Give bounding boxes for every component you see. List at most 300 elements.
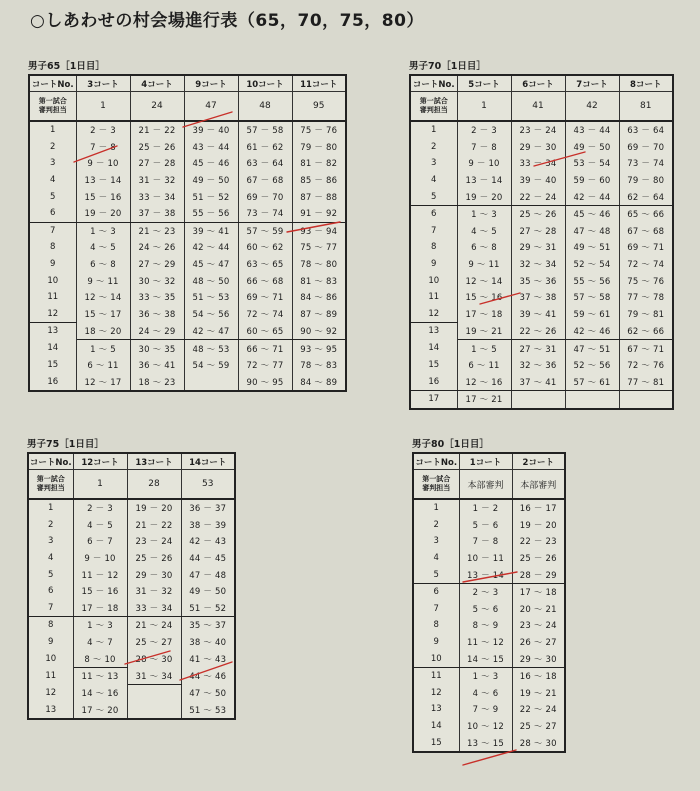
table-row bbox=[413, 617, 565, 634]
table-row bbox=[410, 357, 673, 374]
match-number: 11 bbox=[29, 289, 76, 306]
match-pairing: 69 ～ 71 bbox=[619, 239, 673, 256]
table-row bbox=[29, 205, 346, 222]
court-header: 2コート bbox=[512, 453, 565, 470]
match-pairing: 24 ～ 26 bbox=[130, 239, 184, 256]
match-pairing: 39 ～ 41 bbox=[184, 222, 238, 239]
first-match-referee: 24 bbox=[130, 92, 184, 122]
table-row bbox=[410, 340, 673, 357]
table-row bbox=[28, 650, 235, 667]
match-number: 10 bbox=[413, 650, 459, 667]
match-pairing: 53 － 54 bbox=[565, 155, 619, 172]
match-pairing: 45 － 46 bbox=[184, 155, 238, 172]
match-pairing bbox=[619, 391, 673, 409]
match-pairing: 22 ～ 26 bbox=[511, 323, 565, 340]
match-pairing bbox=[565, 391, 619, 409]
match-pairing: 13 ～ 15 bbox=[459, 734, 512, 752]
courtno-header: コートNo. bbox=[29, 75, 76, 92]
first-match-referee: 1 bbox=[76, 92, 130, 122]
match-pairing: 1 ～ 3 bbox=[76, 222, 130, 239]
table-row bbox=[410, 289, 673, 306]
match-pairing: 7 － 8 bbox=[457, 139, 511, 156]
table-row bbox=[28, 685, 235, 702]
match-number: 6 bbox=[29, 205, 76, 222]
match-pairing: 65 ～ 66 bbox=[619, 205, 673, 222]
match-pairing: 37 ～ 41 bbox=[511, 373, 565, 390]
table-row bbox=[410, 223, 673, 240]
table-row bbox=[413, 550, 565, 567]
table-row bbox=[410, 155, 673, 172]
table-row bbox=[410, 239, 673, 256]
schedule-men80 bbox=[412, 436, 566, 753]
match-pairing: 36 － 37 bbox=[181, 499, 235, 517]
table-row bbox=[410, 121, 673, 139]
match-pairing: 33 － 34 bbox=[511, 155, 565, 172]
match-pairing: 73 － 74 bbox=[238, 205, 292, 222]
match-pairing: 25 － 26 bbox=[130, 139, 184, 156]
match-number: 1 bbox=[28, 499, 73, 517]
match-number: 10 bbox=[28, 650, 73, 667]
match-pairing: 90 ～ 95 bbox=[238, 373, 292, 391]
section-label: 男子75［1日目］ bbox=[27, 439, 104, 450]
match-number: 3 bbox=[413, 533, 459, 550]
match-pairing: 7 － 8 bbox=[76, 139, 130, 156]
table-row bbox=[410, 205, 673, 222]
match-pairing: 60 ～ 65 bbox=[238, 323, 292, 340]
first-match-label: 第一試合 審判担当 bbox=[28, 470, 73, 500]
match-pairing: 17 ～ 18 bbox=[512, 583, 565, 600]
table-row bbox=[29, 256, 346, 273]
match-pairing: 19 － 20 bbox=[512, 517, 565, 534]
court-header: 14コート bbox=[181, 453, 235, 470]
table-row bbox=[28, 634, 235, 651]
match-number: 8 bbox=[410, 239, 457, 256]
match-pairing: 69 ～ 71 bbox=[238, 289, 292, 306]
match-number: 13 bbox=[413, 701, 459, 718]
match-number: 5 bbox=[28, 566, 73, 583]
match-pairing: 85 － 86 bbox=[292, 172, 346, 189]
match-number: 12 bbox=[410, 306, 457, 323]
match-pairing bbox=[184, 373, 238, 391]
match-pairing: 42 － 44 bbox=[565, 188, 619, 205]
table-row bbox=[413, 667, 565, 684]
match-pairing: 72 ～ 76 bbox=[619, 357, 673, 374]
match-pairing: 22 － 23 bbox=[512, 533, 565, 550]
first-match-referee: 47 bbox=[184, 92, 238, 122]
match-pairing: 35 ～ 36 bbox=[511, 272, 565, 289]
match-pairing: 25 ～ 27 bbox=[127, 634, 181, 651]
match-pairing: 15 ～ 16 bbox=[457, 289, 511, 306]
match-pairing: 19 － 20 bbox=[457, 188, 511, 205]
match-pairing: 51 － 52 bbox=[181, 600, 235, 617]
match-pairing: 1 ～ 5 bbox=[457, 340, 511, 357]
match-number: 2 bbox=[410, 139, 457, 156]
match-number: 11 bbox=[413, 667, 459, 684]
table-row bbox=[413, 650, 565, 667]
court-header: 11コート bbox=[292, 75, 346, 92]
match-pairing: 4 ～ 5 bbox=[76, 239, 130, 256]
match-pairing: 33 － 34 bbox=[127, 600, 181, 617]
courtno-header: コートNo. bbox=[410, 75, 457, 92]
match-pairing: 22 － 24 bbox=[511, 188, 565, 205]
match-number: 1 bbox=[29, 121, 76, 139]
match-pairing: 15 － 16 bbox=[73, 583, 127, 600]
table-row bbox=[413, 583, 565, 600]
first-match-referee: 本部審判 bbox=[459, 470, 512, 500]
match-pairing: 47 ～ 50 bbox=[181, 685, 235, 702]
match-pairing: 87 ～ 89 bbox=[292, 306, 346, 323]
match-pairing: 8 ～ 9 bbox=[459, 617, 512, 634]
match-number: 8 bbox=[29, 239, 76, 256]
section-label: 男子70［1日目］ bbox=[409, 61, 486, 72]
match-pairing: 17 ～ 20 bbox=[73, 702, 127, 720]
match-number: 8 bbox=[413, 617, 459, 634]
match-pairing: 33 ～ 35 bbox=[130, 289, 184, 306]
courtno-header: コートNo. bbox=[28, 453, 73, 470]
match-number: 11 bbox=[28, 667, 73, 684]
first-match-referee: 95 bbox=[292, 92, 346, 122]
match-number: 7 bbox=[28, 600, 73, 617]
table-row bbox=[29, 155, 346, 172]
schedule-men75 bbox=[27, 436, 236, 720]
match-pairing: 48 ～ 50 bbox=[184, 272, 238, 289]
match-pairing: 79 ～ 81 bbox=[619, 306, 673, 323]
table-row bbox=[413, 701, 565, 718]
table-row bbox=[28, 517, 235, 534]
match-pairing: 42 － 43 bbox=[181, 533, 235, 550]
table-row bbox=[29, 323, 346, 340]
table-row bbox=[410, 373, 673, 390]
match-pairing: 36 ～ 38 bbox=[130, 306, 184, 323]
match-pairing: 19 － 20 bbox=[76, 205, 130, 222]
match-pairing: 67 ～ 68 bbox=[619, 223, 673, 240]
match-pairing: 12 ～ 14 bbox=[457, 272, 511, 289]
match-pairing: 13 － 14 bbox=[457, 172, 511, 189]
table-row bbox=[413, 634, 565, 651]
match-pairing: 91 － 92 bbox=[292, 205, 346, 222]
match-pairing: 19 ～ 21 bbox=[457, 323, 511, 340]
table-row bbox=[29, 188, 346, 205]
match-number: 3 bbox=[29, 155, 76, 172]
match-pairing: 37 － 38 bbox=[130, 205, 184, 222]
match-pairing: 59 － 60 bbox=[565, 172, 619, 189]
table-row bbox=[29, 121, 346, 139]
table-row bbox=[28, 566, 235, 583]
match-pairing: 23 ～ 24 bbox=[512, 617, 565, 634]
first-match-referee: 42 bbox=[565, 92, 619, 122]
match-pairing: 38 ～ 40 bbox=[181, 634, 235, 651]
match-pairing: 24 ～ 29 bbox=[130, 323, 184, 340]
match-pairing: 9 ～ 11 bbox=[457, 256, 511, 273]
match-pairing: 22 ～ 24 bbox=[512, 701, 565, 718]
match-number: 1 bbox=[413, 499, 459, 517]
match-pairing: 77 ～ 81 bbox=[619, 373, 673, 390]
table-row bbox=[413, 601, 565, 618]
table-row bbox=[413, 517, 565, 534]
table-row bbox=[410, 188, 673, 205]
match-number: 7 bbox=[29, 222, 76, 239]
match-pairing: 7 － 8 bbox=[459, 533, 512, 550]
match-pairing: 6 － 7 bbox=[73, 533, 127, 550]
match-pairing: 49 － 50 bbox=[184, 172, 238, 189]
match-pairing: 8 ～ 10 bbox=[73, 650, 127, 667]
table-row bbox=[410, 391, 673, 409]
court-header: 12コート bbox=[73, 453, 127, 470]
match-pairing: 49 － 50 bbox=[181, 583, 235, 600]
match-pairing: 75 ～ 76 bbox=[619, 272, 673, 289]
match-pairing: 55 － 56 bbox=[184, 205, 238, 222]
match-pairing: 57 ～ 61 bbox=[565, 373, 619, 390]
table-row bbox=[413, 499, 565, 517]
match-pairing: 39 － 40 bbox=[511, 172, 565, 189]
match-pairing: 13 － 14 bbox=[76, 172, 130, 189]
match-pairing: 14 ～ 15 bbox=[459, 650, 512, 667]
match-pairing: 7 ～ 9 bbox=[459, 701, 512, 718]
match-pairing: 25 ～ 26 bbox=[511, 205, 565, 222]
match-pairing: 73 － 74 bbox=[619, 155, 673, 172]
match-pairing bbox=[511, 391, 565, 409]
first-match-referee: 1 bbox=[73, 470, 127, 500]
table-row bbox=[28, 533, 235, 550]
match-pairing: 4 ～ 7 bbox=[73, 634, 127, 651]
match-number: 8 bbox=[28, 617, 73, 634]
table-row bbox=[29, 306, 346, 323]
table-row bbox=[410, 306, 673, 323]
match-pairing: 2 － 3 bbox=[73, 499, 127, 517]
match-pairing: 63 － 64 bbox=[619, 121, 673, 139]
match-pairing: 23 － 24 bbox=[511, 121, 565, 139]
schedule-table bbox=[28, 74, 347, 392]
match-pairing: 72 ～ 77 bbox=[238, 357, 292, 374]
match-pairing: 9 － 10 bbox=[457, 155, 511, 172]
match-pairing: 57 ～ 58 bbox=[565, 289, 619, 306]
page-title: ○しあわせの村会場進行表（65，70，75，80） bbox=[30, 11, 424, 31]
match-pairing: 16 ～ 18 bbox=[512, 667, 565, 684]
match-pairing: 84 ～ 86 bbox=[292, 289, 346, 306]
match-pairing: 55 ～ 56 bbox=[565, 272, 619, 289]
match-number: 2 bbox=[413, 517, 459, 534]
table-row bbox=[29, 272, 346, 289]
match-pairing: 48 ～ 53 bbox=[184, 340, 238, 357]
table-row bbox=[28, 600, 235, 617]
match-number: 12 bbox=[413, 685, 459, 702]
match-number: 10 bbox=[29, 272, 76, 289]
match-number: 4 bbox=[410, 172, 457, 189]
match-pairing: 29 ～ 31 bbox=[511, 239, 565, 256]
match-pairing: 42 ～ 47 bbox=[184, 323, 238, 340]
match-pairing: 93 ～ 95 bbox=[292, 340, 346, 357]
match-pairing: 29 － 30 bbox=[511, 139, 565, 156]
match-pairing: 16 － 17 bbox=[512, 499, 565, 517]
match-pairing: 31 ～ 34 bbox=[127, 667, 181, 684]
match-number: 6 bbox=[410, 205, 457, 222]
match-pairing: 1 ～ 3 bbox=[459, 667, 512, 684]
match-pairing: 66 ～ 68 bbox=[238, 272, 292, 289]
match-pairing: 11 ～ 13 bbox=[73, 667, 127, 684]
match-pairing bbox=[127, 685, 181, 702]
table-row bbox=[29, 172, 346, 189]
match-pairing: 6 ～ 11 bbox=[457, 357, 511, 374]
match-pairing: 51 － 52 bbox=[184, 188, 238, 205]
match-pairing: 62 ～ 66 bbox=[619, 323, 673, 340]
match-pairing: 35 ～ 37 bbox=[181, 617, 235, 634]
table-row bbox=[410, 172, 673, 189]
match-pairing: 26 ～ 27 bbox=[512, 634, 565, 651]
match-pairing: 6 ～ 8 bbox=[457, 239, 511, 256]
match-pairing: 13 － 14 bbox=[459, 566, 512, 583]
match-pairing: 20 ～ 21 bbox=[512, 601, 565, 618]
court-header: 3コート bbox=[76, 75, 130, 92]
match-pairing: 17 － 18 bbox=[73, 600, 127, 617]
first-match-referee: 81 bbox=[619, 92, 673, 122]
match-number: 15 bbox=[410, 357, 457, 374]
match-number: 13 bbox=[410, 323, 457, 340]
first-match-referee: 28 bbox=[127, 470, 181, 500]
court-header: 7コート bbox=[565, 75, 619, 92]
match-pairing: 72 ～ 74 bbox=[238, 306, 292, 323]
match-number: 14 bbox=[29, 340, 76, 357]
match-number: 9 bbox=[28, 634, 73, 651]
table-row bbox=[413, 734, 565, 752]
match-pairing: 27 ～ 28 bbox=[511, 223, 565, 240]
table-row bbox=[29, 239, 346, 256]
match-number: 9 bbox=[29, 256, 76, 273]
match-pairing: 27 ～ 31 bbox=[511, 340, 565, 357]
match-pairing: 69 － 70 bbox=[238, 188, 292, 205]
match-pairing: 21 ～ 24 bbox=[127, 617, 181, 634]
schedule-table bbox=[409, 74, 674, 410]
match-number: 1 bbox=[410, 121, 457, 139]
match-number: 3 bbox=[410, 155, 457, 172]
table-row bbox=[29, 289, 346, 306]
match-pairing: 23 － 24 bbox=[127, 533, 181, 550]
table-row bbox=[410, 272, 673, 289]
table-row bbox=[28, 702, 235, 720]
match-pairing: 4 ～ 6 bbox=[459, 685, 512, 702]
match-pairing: 6 ～ 8 bbox=[76, 256, 130, 273]
match-pairing: 25 ～ 27 bbox=[512, 718, 565, 735]
schedule-table bbox=[27, 452, 236, 720]
match-pairing: 28 － 29 bbox=[512, 566, 565, 583]
match-pairing: 51 ～ 53 bbox=[184, 289, 238, 306]
schedule-men65 bbox=[28, 58, 347, 392]
match-pairing: 17 ～ 18 bbox=[457, 306, 511, 323]
match-pairing: 81 ～ 83 bbox=[292, 272, 346, 289]
match-pairing: 6 ～ 11 bbox=[76, 357, 130, 374]
match-number: 16 bbox=[410, 373, 457, 390]
match-pairing: 1 － 2 bbox=[459, 499, 512, 517]
match-number: 12 bbox=[28, 685, 73, 702]
table-row bbox=[29, 340, 346, 357]
match-pairing: 81 － 82 bbox=[292, 155, 346, 172]
match-pairing: 31 － 32 bbox=[127, 583, 181, 600]
court-header: 10コート bbox=[238, 75, 292, 92]
match-pairing: 69 － 70 bbox=[619, 139, 673, 156]
match-pairing: 41 ～ 43 bbox=[181, 650, 235, 667]
match-pairing: 75 ～ 77 bbox=[292, 239, 346, 256]
schedule-table bbox=[412, 452, 566, 753]
match-pairing: 45 ～ 46 bbox=[565, 205, 619, 222]
match-pairing: 43 － 44 bbox=[565, 121, 619, 139]
match-number: 15 bbox=[413, 734, 459, 752]
match-number: 4 bbox=[29, 172, 76, 189]
match-pairing: 63 ～ 65 bbox=[238, 256, 292, 273]
first-match-referee: 本部審判 bbox=[512, 470, 565, 500]
match-pairing: 36 ～ 41 bbox=[130, 357, 184, 374]
match-pairing: 49 ～ 51 bbox=[565, 239, 619, 256]
match-pairing: 84 ～ 89 bbox=[292, 373, 346, 391]
match-pairing: 2 － 3 bbox=[76, 121, 130, 139]
court-header: 9コート bbox=[184, 75, 238, 92]
match-number: 9 bbox=[410, 256, 457, 273]
match-pairing: 44 ～ 46 bbox=[181, 667, 235, 684]
match-pairing: 52 ～ 56 bbox=[565, 357, 619, 374]
match-pairing: 33 － 34 bbox=[130, 188, 184, 205]
table-row bbox=[29, 139, 346, 156]
match-pairing: 47 ～ 51 bbox=[565, 340, 619, 357]
match-number: 9 bbox=[413, 634, 459, 651]
match-pairing: 77 ～ 78 bbox=[619, 289, 673, 306]
table-row bbox=[29, 222, 346, 239]
match-number: 4 bbox=[413, 550, 459, 567]
match-pairing: 17 ～ 21 bbox=[457, 391, 511, 409]
table-row bbox=[413, 718, 565, 735]
match-number: 11 bbox=[410, 289, 457, 306]
match-pairing: 87 － 88 bbox=[292, 188, 346, 205]
match-pairing: 79 － 80 bbox=[292, 139, 346, 156]
match-pairing: 27 － 28 bbox=[130, 155, 184, 172]
match-number: 3 bbox=[28, 533, 73, 550]
court-header: 6コート bbox=[511, 75, 565, 92]
match-pairing: 12 ～ 16 bbox=[457, 373, 511, 390]
court-header: 5コート bbox=[457, 75, 511, 92]
match-pairing: 43 － 44 bbox=[184, 139, 238, 156]
match-number: 13 bbox=[28, 702, 73, 720]
first-match-referee: 53 bbox=[181, 470, 235, 500]
match-pairing: 32 ～ 34 bbox=[511, 256, 565, 273]
match-pairing: 49 － 50 bbox=[565, 139, 619, 156]
match-number: 14 bbox=[413, 718, 459, 735]
match-number: 13 bbox=[29, 323, 76, 340]
match-pairing: 11 ～ 12 bbox=[459, 634, 512, 651]
match-number: 7 bbox=[410, 223, 457, 240]
court-header: 8コート bbox=[619, 75, 673, 92]
match-pairing: 42 ～ 46 bbox=[565, 323, 619, 340]
match-pairing: 78 ～ 83 bbox=[292, 357, 346, 374]
match-pairing: 59 ～ 61 bbox=[565, 306, 619, 323]
match-pairing: 15 － 16 bbox=[76, 188, 130, 205]
match-number: 15 bbox=[29, 357, 76, 374]
match-pairing: 14 ～ 16 bbox=[73, 685, 127, 702]
match-pairing: 75 － 76 bbox=[292, 121, 346, 139]
match-pairing: 2 － 3 bbox=[457, 121, 511, 139]
table-row bbox=[28, 550, 235, 567]
match-pairing: 9 － 10 bbox=[73, 550, 127, 567]
match-pairing: 54 ～ 59 bbox=[184, 357, 238, 374]
match-pairing: 28 ～ 30 bbox=[127, 650, 181, 667]
match-pairing: 47 ～ 48 bbox=[565, 223, 619, 240]
match-number: 4 bbox=[28, 550, 73, 567]
match-pairing: 15 ～ 17 bbox=[76, 306, 130, 323]
match-pairing: 19 － 20 bbox=[127, 499, 181, 517]
match-pairing: 5 ～ 6 bbox=[459, 601, 512, 618]
match-number: 2 bbox=[28, 517, 73, 534]
match-pairing: 4 － 5 bbox=[73, 517, 127, 534]
match-pairing: 12 ～ 14 bbox=[76, 289, 130, 306]
match-pairing: 78 ～ 80 bbox=[292, 256, 346, 273]
match-pairing: 9 ～ 11 bbox=[76, 272, 130, 289]
match-pairing: 57 ～ 59 bbox=[238, 222, 292, 239]
